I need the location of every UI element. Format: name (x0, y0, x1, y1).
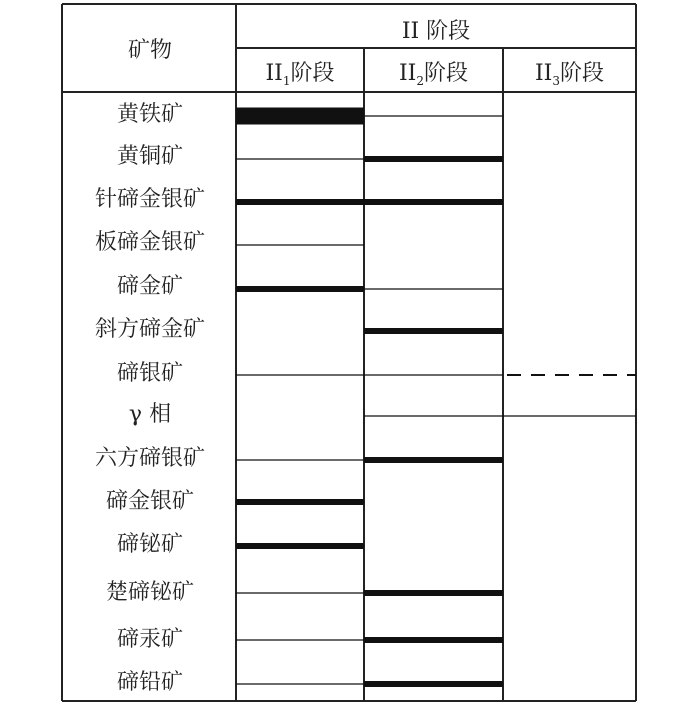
mineral-name: 碲铅矿 (116, 670, 184, 695)
mineral-name: 黄铁矿 (116, 102, 184, 127)
mineral-name: γ 相 (128, 402, 172, 427)
mineral-name: 针碲金银矿 (94, 187, 206, 212)
mineral-name: 黄铜矿 (116, 144, 184, 169)
table-header (128, 19, 470, 63)
mineral-name: 楚碲铋矿 (105, 580, 195, 605)
mineral-name: 六方碲银矿 (94, 446, 206, 471)
mineral-name: 碲铋矿 (116, 532, 184, 557)
mineral-name: 板碲金银矿 (94, 230, 206, 255)
substage-header-2: $II_2$阶段 (398, 61, 469, 88)
substage-header-3: $II_3$阶段 (534, 61, 605, 88)
substage-headers (265, 61, 604, 88)
mineral-name: 碲汞矿 (116, 627, 184, 652)
mineral-name: 斜方碲金矿 (94, 317, 206, 342)
stage-header: II 阶段 (401, 19, 471, 44)
mineral-name: 碲金矿 (116, 274, 184, 299)
paragenesis-bars (236, 116, 636, 684)
mineral-names (95, 102, 205, 695)
mineral-column-header: 矿物 (127, 38, 173, 63)
substage-header-1: $II_1$阶段 (265, 61, 335, 88)
mineral-name: 碲金银矿 (105, 489, 195, 514)
mineral-name: 碲银矿 (116, 361, 184, 386)
